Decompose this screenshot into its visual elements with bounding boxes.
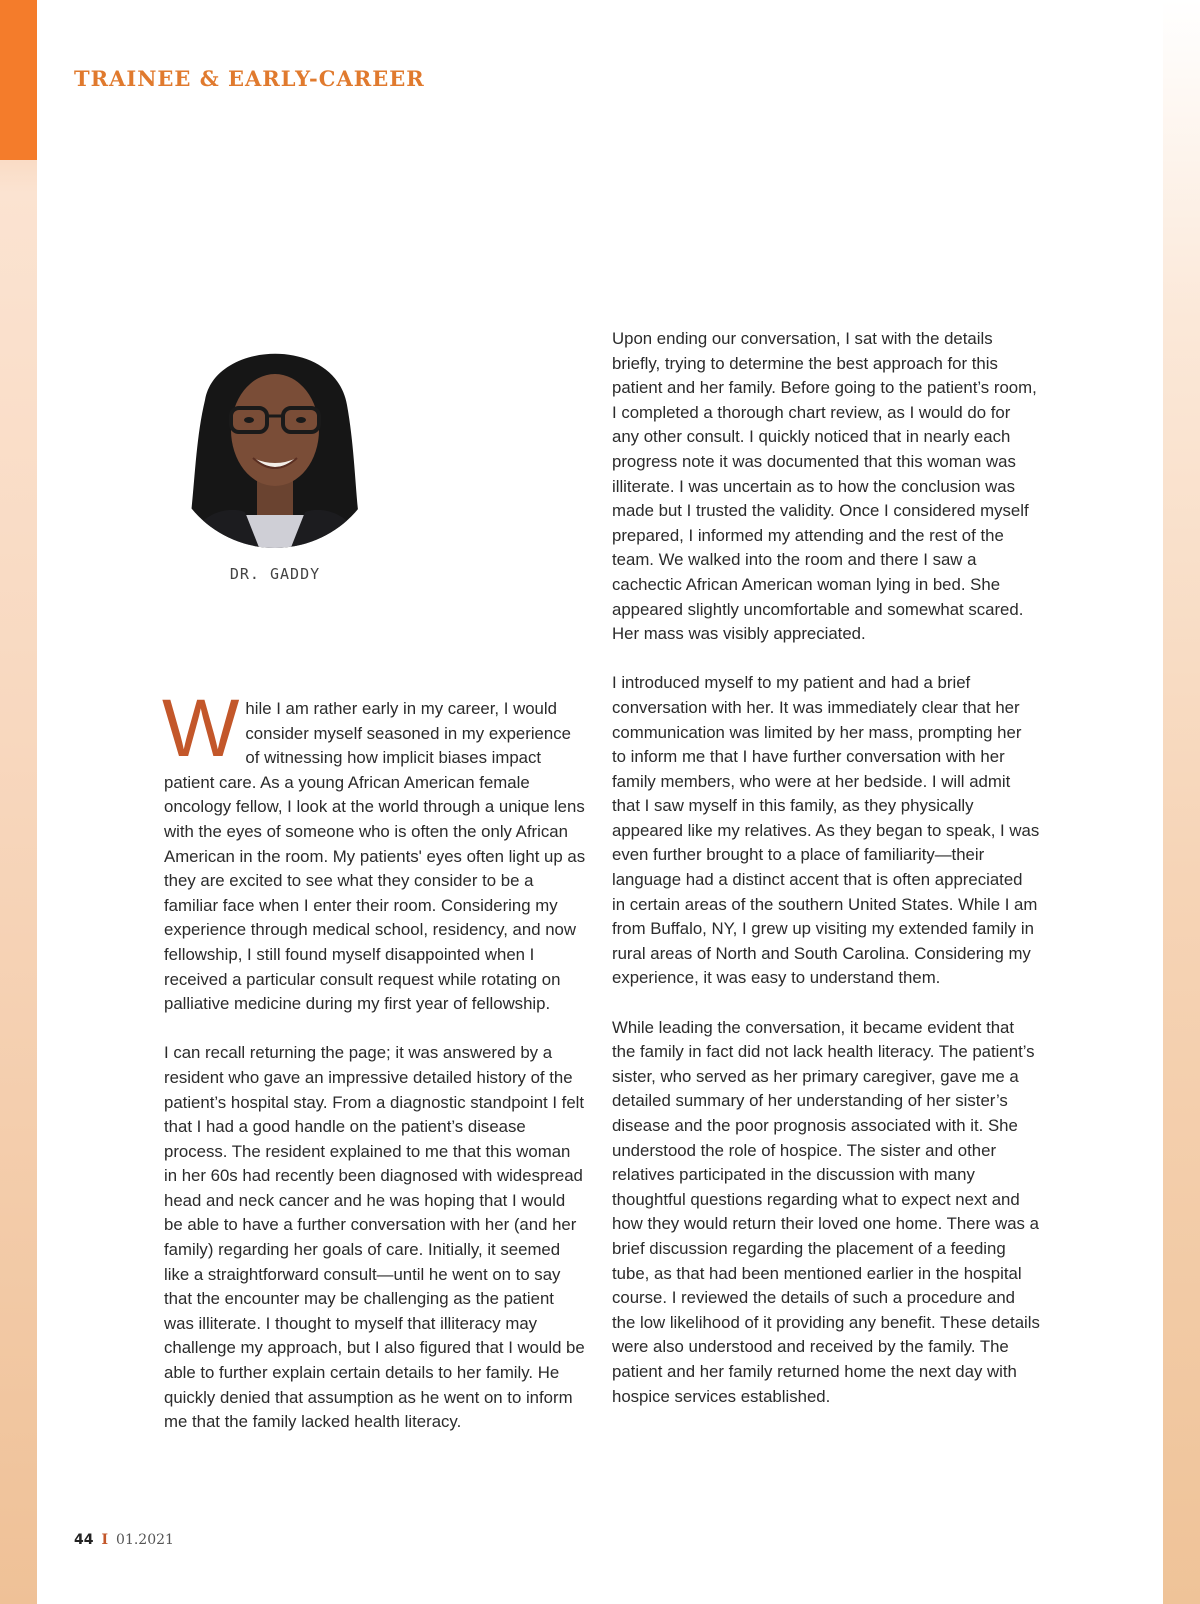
article-paragraph: While leading the conversation, it became evident that the family in fact did not lack health literacy. The patient’s sister, who served as her primary caregiver, gave me a detailed summary of her understanding of her sister’s disease and the poor prognosis associated with it. She understood the role of hospice. The sister and other relatives participated in the discussion with many thoughtful questions regarding what to expect next and how they would return their loved one home. There was a brief discussion regarding the placement of a feeding tube, as that had been mentioned earlier in the hospital course. I reviewed the details of such a procedure and the low likelihood of it providing any benefit. These details were also understood and received by the family. The patient and her family returned home the next day with hospice services established. [612,1017,1040,1406]
article-paragraph: I can recall returning the page; it was answered by a resident who gave an impressive detailed history of the patient’s hospital stay. From a diagnostic standpoint I felt that I had a good handle on the patient’s disease process. The resident explained to me that this woman in her 60s had recently been diagnosed with widespread head and neck cancer and he was hoping that I would be able to have a further conversation with her (and her family) regarding her goals of care. Initially, it seemed like a straightforward consult—until he went on to say that the encounter may be challenging as the patient was illiterate. I thought to myself that illiteracy may challenge my approach, but I also figured that I would be able to further explain certain details to her family. He quickly denied that assumption as he went on to inform me that the family lacked health literacy. [164,1043,585,1432]
author-portrait [165,330,385,550]
footer-separator: I [101,1532,109,1548]
page-number: 44 [74,1532,94,1548]
page-footer [74,1532,174,1548]
article-paragraph [162,683,588,1017]
article-paragraph: Upon ending our conversation, I sat with the details briefly, trying to determine the best approach for this patient and her family. Before going to the patient’s room, I completed a thorough chart review, as I would do for any other consult. I quickly noticed that in nearly each progress note it was documented that this woman was illiterate. I was uncertain as to how the conclusion was made but I trusted the validity. Once I considered myself prepared, I informed my attending and the rest of the team. We walked into the room and there I saw a cachectic African American woman lying in bed. She appeared slightly uncomfortable and somewhat scared. Her mass was visibly appreciated. [612,329,1037,644]
drop-cap: W [162,683,240,774]
article-right-column [612,327,1040,1409]
article-paragraph: I introduced myself to my patient and had a brief conversation with her. It was immediately clear that her communication was limited by her mass, prompting her to inform me that I have further conversation with her family members, who were at her bedside. I will admit that I saw myself in this family, as they physically appeared like my relatives. As they began to speak, I was even further brought to a place of familiarity—their language had a distinct accent that is often appreciated in certain areas of the southern United States. While I am from Buffalo, NY, I grew up visiting my extended family in rural areas of North and South Carolina. Considering my experience, it was easy to understand them. [612,673,1040,988]
issue-date: 01.2021 [116,1532,174,1548]
section-color-tab [0,0,37,160]
left-edge-band [0,0,37,1604]
paragraph-text: hile I am rather early in my career, I would consider myself seasoned in my experience of witnessing how implicit biases impact patient care. As a young African American female oncology fellow, I look at the world through a unique lens with the eyes of someone who is often the only African American in the room. My patients' eyes often light up as they are excited to see what they consider to be a familiar face when I enter their room. Considering my experience through medical school, residency, and now fellowship, I still found myself disappointed when I received a particular consult request while rotating on palliative medicine during my first year of fellowship. [164,699,586,1014]
right-edge-band [1163,0,1200,1604]
portrait-caption: DR. GADDY [229,565,321,583]
article-left-column [162,683,588,1435]
section-label: TRAINEE & EARLY-CAREER [74,66,425,91]
